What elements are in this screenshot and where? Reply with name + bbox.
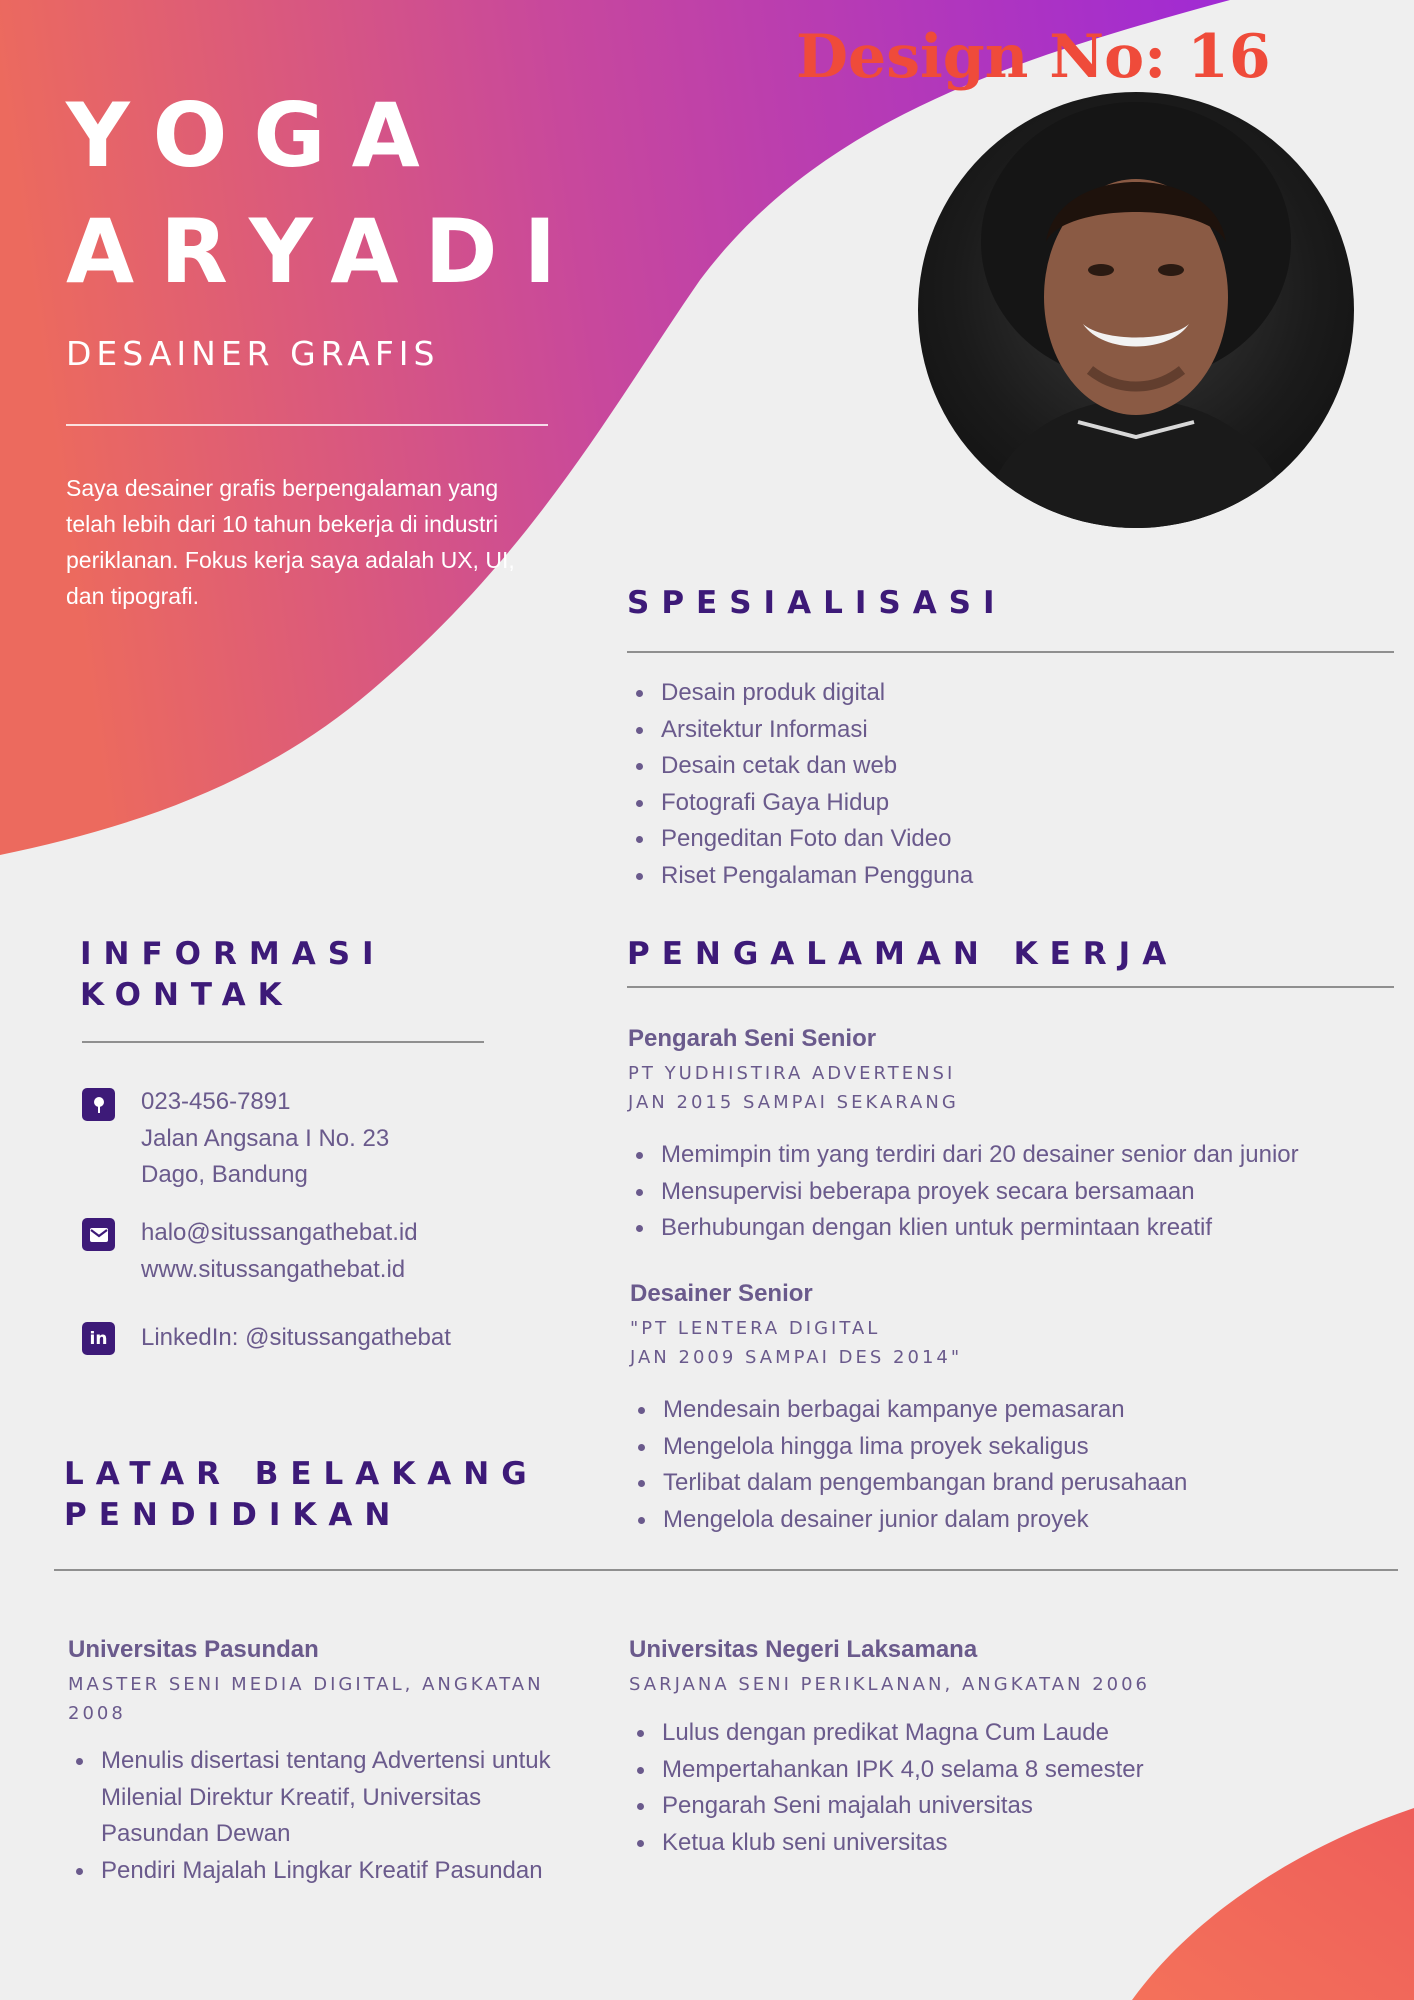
- job-company: "PT LENTERA DIGITAL: [630, 1318, 881, 1339]
- school-1-notes: [68, 1743, 588, 1889]
- list-item: Lulus dengan predikat Magna Cum Laude: [629, 1715, 1389, 1752]
- job-1-duties: [628, 1137, 1408, 1247]
- list-item: Riset Pengalaman Pengguna: [628, 858, 1388, 895]
- contact-address: [141, 1084, 389, 1194]
- specialization-heading: SPESIALISASI: [627, 585, 1007, 621]
- job-position: Pengarah Seni Senior: [628, 1025, 877, 1052]
- contact-heading-line2: KONTAK: [80, 977, 294, 1013]
- school-entry-2: [629, 1636, 1150, 1699]
- linkedin-icon: in: [82, 1322, 115, 1355]
- education-heading-line2: PENDIDIKAN: [64, 1497, 403, 1533]
- list-item: Mempertahankan IPK 4,0 selama 8 semester: [629, 1752, 1389, 1789]
- last-name: ARYADI: [66, 200, 583, 303]
- contact-heading: [80, 934, 386, 1016]
- job-period: JAN 2015 SAMPAI SEKARANG: [628, 1092, 959, 1113]
- job-entry-1: [628, 1025, 959, 1117]
- experience-heading: PENGALAMAN KERJA: [627, 936, 1179, 972]
- contact-linkedin[interactable]: LinkedIn: @situssangathebat: [141, 1324, 451, 1351]
- contact-heading-line1: INFORMASI: [80, 936, 386, 972]
- first-name: YOGA: [66, 84, 446, 187]
- list-item: Berhubungan dengan klien untuk permintaan kreatif: [628, 1210, 1408, 1247]
- list-item: Arsitektur Informasi: [628, 712, 1388, 749]
- school-degree-year: 2008: [68, 1703, 126, 1724]
- list-item: Desain cetak dan web: [628, 748, 1388, 785]
- job-period: JAN 2009 SAMPAI DES 2014": [630, 1347, 963, 1368]
- design-number-watermark: Design No: 16: [796, 22, 1271, 92]
- specialization-divider: [627, 651, 1394, 653]
- school-degree: SARJANA SENI PERIKLANAN, ANGKATAN 2006: [629, 1674, 1151, 1695]
- contact-website[interactable]: www.situssangathebat.id: [141, 1255, 406, 1283]
- job-role: DESAINER GRAFIS: [66, 334, 440, 373]
- contact-address-line2: Dago, Bandung: [141, 1161, 308, 1188]
- contact-email[interactable]: halo@situssangathebat.id: [141, 1219, 418, 1246]
- list-item: Terlibat dalam pengembangan brand perusahaan: [630, 1465, 1400, 1502]
- education-heading: [64, 1454, 539, 1536]
- envelope-icon: [82, 1218, 115, 1251]
- contact-online: [141, 1215, 418, 1288]
- header-divider: [66, 424, 548, 426]
- school-2-notes: [629, 1715, 1389, 1861]
- list-item: Mendesain berbagai kampanye pemasaran: [630, 1392, 1400, 1429]
- profile-photo: [918, 92, 1354, 528]
- school-entry-1: [68, 1636, 544, 1728]
- list-item: Desain produk digital: [628, 675, 1388, 712]
- list-item: Pendiri Majalah Lingkar Kreatif Pasundan: [68, 1853, 588, 1890]
- list-item: Ketua klub seni universitas: [629, 1825, 1389, 1862]
- education-divider: [54, 1569, 1398, 1571]
- school-degree: MASTER SENI MEDIA DIGITAL, ANGKATAN: [68, 1674, 544, 1695]
- job-company: PT YUDHISTIRA ADVERTENSI: [628, 1063, 956, 1084]
- list-item: Fotografi Gaya Hidup: [628, 785, 1388, 822]
- list-item: Pengeditan Foto dan Video: [628, 821, 1388, 858]
- contact-address-line1: Jalan Angsana I No. 23: [141, 1124, 390, 1152]
- experience-divider: [627, 986, 1394, 988]
- contact-divider: [82, 1041, 484, 1043]
- about-text: Saya desainer grafis berpengalaman yang telah lebih dari 10 tahun bekerja di industri periklanan. Fokus kerja saya adalah UX, UI, dan tipografi.: [66, 475, 515, 609]
- list-item: Menulis disertasi tentang Advertensi untuk Milenial Direktur Kreatif, Universitas Pasundan Dewan: [68, 1743, 588, 1853]
- school-name: Universitas Negeri Laksamana: [629, 1636, 978, 1663]
- job-entry-2: [630, 1280, 962, 1372]
- list-item: Pengarah Seni majalah universitas: [629, 1788, 1389, 1825]
- job-position: Desainer Senior: [630, 1280, 813, 1307]
- specialization-list: [628, 675, 1388, 894]
- list-item: Memimpin tim yang terdiri dari 20 desainer senior dan junior: [628, 1137, 1408, 1174]
- list-item: Mengelola desainer junior dalam proyek: [630, 1502, 1400, 1539]
- job-2-duties: [630, 1392, 1400, 1538]
- list-item: Mensupervisi beberapa proyek secara bersamaan: [628, 1174, 1408, 1211]
- list-item: Mengelola hingga lima proyek sekaligus: [630, 1429, 1400, 1466]
- location-pin-icon: [82, 1088, 115, 1121]
- education-heading-line1: LATAR BELAKANG: [64, 1456, 539, 1492]
- contact-phone: 023-456-7891: [141, 1088, 291, 1115]
- school-name: Universitas Pasundan: [68, 1636, 319, 1663]
